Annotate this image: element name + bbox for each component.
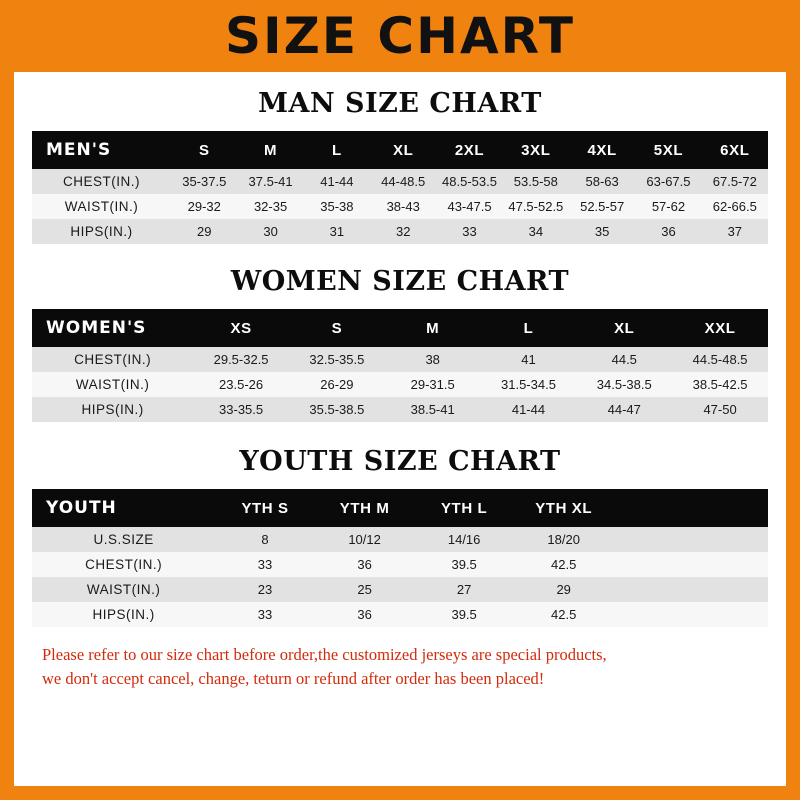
women-header-xs: XS xyxy=(193,309,289,347)
men-waist-4xl: 52.5-57 xyxy=(569,194,635,219)
women-header-xl: XL xyxy=(576,309,672,347)
men-waist-xl: 38-43 xyxy=(370,194,436,219)
women-hips-xs: 33-35.5 xyxy=(193,397,289,422)
youth-hips-m: 36 xyxy=(315,602,415,627)
table-header-row xyxy=(32,309,768,347)
men-chest-l: 41-44 xyxy=(304,169,370,194)
women-table-body xyxy=(32,347,768,422)
women-waist-xl: 34.5-38.5 xyxy=(576,372,672,397)
women-chest-l: 41 xyxy=(481,347,577,372)
youth-header-l: YTH L xyxy=(414,489,514,527)
women-row-hips-label: HIPS(IN.) xyxy=(32,397,193,422)
table-row xyxy=(32,552,768,577)
women-header-l: L xyxy=(481,309,577,347)
women-chest-xs: 29.5-32.5 xyxy=(193,347,289,372)
youth-header-m: YTH M xyxy=(315,489,415,527)
men-row-hips-label: HIPS(IN.) xyxy=(32,219,171,244)
youth-row-chest-label: CHEST(IN.) xyxy=(32,552,215,577)
women-table-header xyxy=(32,309,768,347)
women-header-m: M xyxy=(385,309,481,347)
table-row xyxy=(32,194,768,219)
men-header-l: L xyxy=(304,131,370,169)
men-header-2xl: 2XL xyxy=(436,131,502,169)
men-chest-2xl: 48.5-53.5 xyxy=(436,169,502,194)
table-header-row xyxy=(32,489,768,527)
youth-row-hips-label: HIPS(IN.) xyxy=(32,602,215,627)
women-hips-s: 35.5-38.5 xyxy=(289,397,385,422)
chart-content xyxy=(14,88,786,691)
page-title: SIZE CHART xyxy=(224,7,576,65)
men-waist-5xl: 57-62 xyxy=(635,194,701,219)
men-waist-3xl: 47.5-52.5 xyxy=(503,194,569,219)
order-policy-note-line1: Please refer to our size chart before order,the customized jerseys are special products, xyxy=(42,645,607,664)
youth-table-body xyxy=(32,527,768,627)
youth-header-s: YTH S xyxy=(215,489,315,527)
men-waist-s: 29-32 xyxy=(171,194,237,219)
bottom-accent-bar xyxy=(0,786,800,800)
women-chest-s: 32.5-35.5 xyxy=(289,347,385,372)
women-chest-xxl: 44.5-48.5 xyxy=(672,347,768,372)
women-chest-xl: 44.5 xyxy=(576,347,672,372)
youth-header-blank xyxy=(613,489,768,527)
men-row-chest-label: CHEST(IN.) xyxy=(32,169,171,194)
women-hips-xxl: 47-50 xyxy=(672,397,768,422)
youth-chest-s: 33 xyxy=(215,552,315,577)
table-row xyxy=(32,219,768,244)
youth-waist-l: 27 xyxy=(414,577,514,602)
table-row xyxy=(32,347,768,372)
men-waist-2xl: 43-47.5 xyxy=(436,194,502,219)
men-hips-4xl: 35 xyxy=(569,219,635,244)
youth-ussize-l: 14/16 xyxy=(414,527,514,552)
table-row xyxy=(32,372,768,397)
table-header-row xyxy=(32,131,768,169)
youth-size-table xyxy=(32,489,768,627)
order-policy-note-line2: we don't accept cancel, change, teturn or refund after order has been placed! xyxy=(42,668,545,688)
men-chest-3xl: 53.5-58 xyxy=(503,169,569,194)
men-hips-xl: 32 xyxy=(370,219,436,244)
table-row xyxy=(32,527,768,552)
women-waist-xxl: 38.5-42.5 xyxy=(672,372,768,397)
youth-chest-l: 39.5 xyxy=(414,552,514,577)
men-chest-xl: 44-48.5 xyxy=(370,169,436,194)
youth-chest-m: 36 xyxy=(315,552,415,577)
youth-ussize-m: 10/12 xyxy=(315,527,415,552)
men-waist-m: 32-35 xyxy=(237,194,303,219)
women-waist-m: 29-31.5 xyxy=(385,372,481,397)
page-banner xyxy=(0,0,800,72)
youth-header-xl: YTH XL xyxy=(514,489,614,527)
youth-row-waist-label: WAIST(IN.) xyxy=(32,577,215,602)
youth-ussize-s: 8 xyxy=(215,527,315,552)
men-header-label: MEN'S xyxy=(32,131,171,169)
youth-header-label: YOUTH xyxy=(32,489,215,527)
men-waist-6xl: 62-66.5 xyxy=(702,194,768,219)
women-hips-m: 38.5-41 xyxy=(385,397,481,422)
youth-chest-xl: 42.5 xyxy=(514,552,614,577)
men-chest-4xl: 58-63 xyxy=(569,169,635,194)
men-header-s: S xyxy=(171,131,237,169)
youth-hips-xl: 42.5 xyxy=(514,602,614,627)
men-hips-6xl: 37 xyxy=(702,219,768,244)
men-hips-5xl: 36 xyxy=(635,219,701,244)
youth-waist-xl: 29 xyxy=(514,577,614,602)
youth-hips-l: 39.5 xyxy=(414,602,514,627)
youth-table-header xyxy=(32,489,768,527)
men-size-table xyxy=(32,131,768,244)
men-chest-5xl: 63-67.5 xyxy=(635,169,701,194)
table-row xyxy=(32,169,768,194)
men-chest-m: 37.5-41 xyxy=(237,169,303,194)
table-row xyxy=(32,602,768,627)
youth-ussize-xl: 18/20 xyxy=(514,527,614,552)
youth-waist-blank xyxy=(613,577,768,602)
men-header-4xl: 4XL xyxy=(569,131,635,169)
youth-row-ussize-label: U.S.SIZE xyxy=(32,527,215,552)
women-size-table xyxy=(32,309,768,422)
women-waist-s: 26-29 xyxy=(289,372,385,397)
youth-ussize-blank xyxy=(613,527,768,552)
men-waist-l: 35-38 xyxy=(304,194,370,219)
men-header-3xl: 3XL xyxy=(503,131,569,169)
men-hips-m: 30 xyxy=(237,219,303,244)
youth-chest-blank xyxy=(613,552,768,577)
women-hips-xl: 44-47 xyxy=(576,397,672,422)
table-row xyxy=(32,577,768,602)
women-row-waist-label: WAIST(IN.) xyxy=(32,372,193,397)
men-hips-3xl: 34 xyxy=(503,219,569,244)
men-header-5xl: 5XL xyxy=(635,131,701,169)
men-row-waist-label: WAIST(IN.) xyxy=(32,194,171,219)
women-hips-l: 41-44 xyxy=(481,397,577,422)
youth-hips-blank xyxy=(613,602,768,627)
women-header-label: WOMEN'S xyxy=(32,309,193,347)
youth-waist-s: 23 xyxy=(215,577,315,602)
men-section-title: MAN SIZE CHART xyxy=(258,88,542,119)
men-header-6xl: 6XL xyxy=(702,131,768,169)
men-hips-2xl: 33 xyxy=(436,219,502,244)
youth-waist-m: 25 xyxy=(315,577,415,602)
men-chest-s: 35-37.5 xyxy=(171,169,237,194)
men-hips-s: 29 xyxy=(171,219,237,244)
men-table-body xyxy=(32,169,768,244)
men-hips-l: 31 xyxy=(304,219,370,244)
table-row xyxy=(32,397,768,422)
women-row-chest-label: CHEST(IN.) xyxy=(32,347,193,372)
men-table-header xyxy=(32,131,768,169)
men-chest-6xl: 67.5-72 xyxy=(702,169,768,194)
men-header-m: M xyxy=(237,131,303,169)
men-header-xl: XL xyxy=(370,131,436,169)
women-section-title: WOMEN SIZE CHART xyxy=(230,266,570,297)
order-policy-note xyxy=(32,643,768,691)
women-chest-m: 38 xyxy=(385,347,481,372)
youth-hips-s: 33 xyxy=(215,602,315,627)
women-waist-l: 31.5-34.5 xyxy=(481,372,577,397)
women-waist-xs: 23.5-26 xyxy=(193,372,289,397)
youth-section-title: YOUTH SIZE CHART xyxy=(239,446,561,477)
women-header-xxl: XXL xyxy=(672,309,768,347)
women-header-s: S xyxy=(289,309,385,347)
